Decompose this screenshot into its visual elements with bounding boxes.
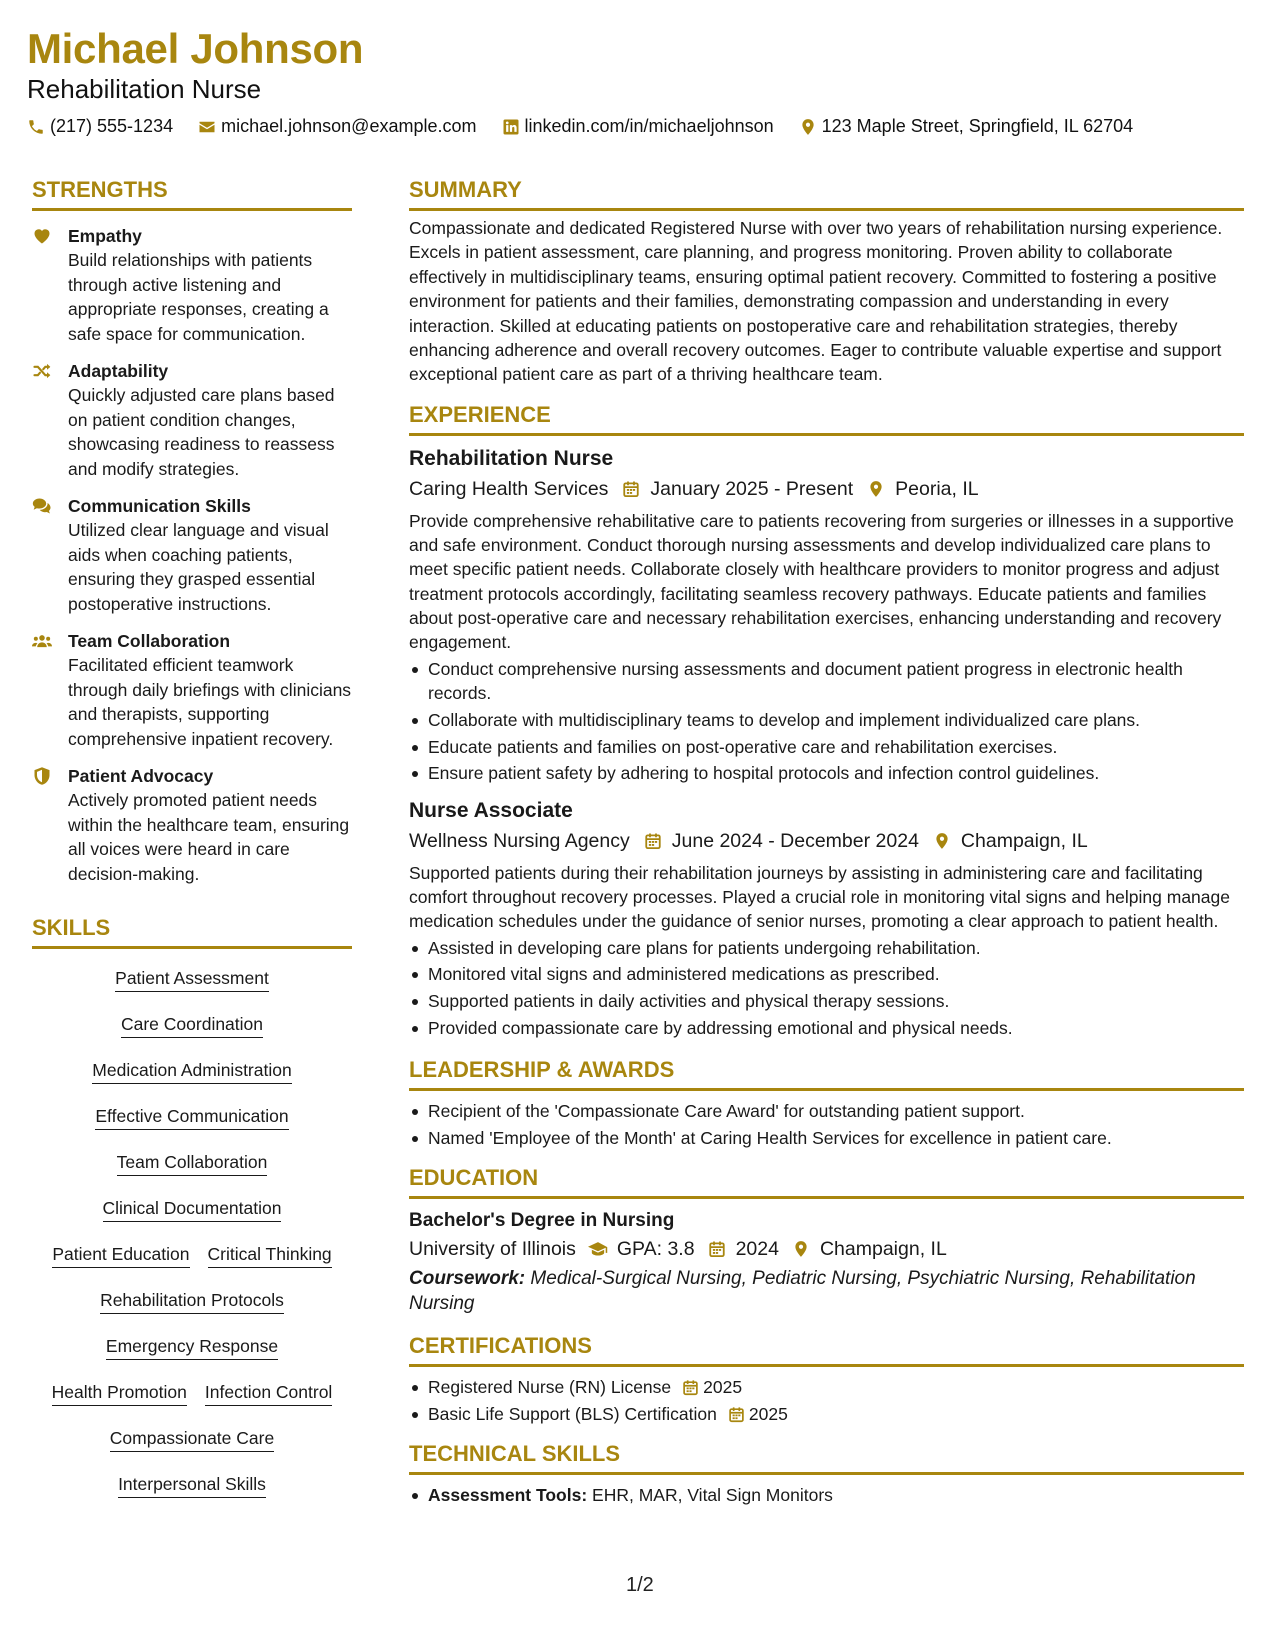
strength-title: Empathy — [68, 226, 142, 246]
skill-tag: Clinical Documentation — [103, 1191, 282, 1222]
contact-linkedin[interactable] — [502, 116, 774, 137]
phone-text: (217) 555-1234 — [50, 116, 174, 136]
map-marker-icon — [933, 832, 951, 850]
calendar-icon — [644, 832, 662, 850]
awards-heading: LEADERSHIP & AWARDS — [409, 1056, 1244, 1091]
education-heading: EDUCATION — [409, 1164, 1244, 1199]
education-section — [409, 1164, 1244, 1316]
skill-tag: Patient Assessment — [115, 961, 269, 992]
strength-item — [32, 764, 352, 886]
job-description: Provide comprehensive rehabilitative care to patients recovering from surgeries or illnesses in a supportive and safe environment. Conduct thorough nursing assessments and develop individualized care plans to meet specific patient needs. Collaborate closely with healthcare providers to monitor progress and adjust treatment protocols accordingly, facilitating seamless recovery pathways. Educate patients and families about post-operative care and necessary rehabilitation exercises, enhancing understanding and recovery engagement. — [409, 510, 1234, 653]
linkedin-text: linkedin.com/in/michaeljohnson — [524, 116, 774, 136]
calendar-icon — [728, 1406, 745, 1423]
calendar-icon — [707, 1240, 727, 1258]
list-item: Educate patients and families on post-operative care and rehabilitation exercises. — [409, 735, 1244, 759]
job-location: Peoria, IL — [895, 477, 979, 500]
candidate-name: Michael Johnson — [27, 25, 364, 72]
map-marker-icon — [791, 1240, 811, 1258]
skill-tag: Emergency Response — [106, 1329, 278, 1360]
map-marker-icon — [867, 480, 885, 498]
list-item — [409, 1375, 1244, 1399]
linkedin-icon — [502, 118, 520, 136]
job-bullets — [409, 936, 1244, 1041]
job-company: Wellness Nursing Agency — [409, 829, 630, 852]
candidate-role: Rehabilitation Nurse — [27, 74, 262, 104]
certifications-section — [409, 1332, 1244, 1426]
gpa-text: GPA: 3.8 — [616, 1238, 695, 1261]
skill-tag: Effective Communication — [95, 1099, 288, 1130]
list-item: Named 'Employee of the Month' at Caring Health Services for excellence in patient care. — [409, 1126, 1244, 1150]
strength-title: Adaptability — [68, 361, 169, 381]
contact-phone[interactable] — [27, 116, 173, 137]
skills-heading: SKILLS — [32, 914, 352, 949]
job-meta — [409, 827, 1244, 855]
skills-list — [32, 957, 352, 1509]
calendar-icon — [622, 480, 640, 498]
resume-header — [27, 22, 1247, 137]
list-item — [409, 1402, 1244, 1426]
skill-tag: Rehabilitation Protocols — [100, 1283, 284, 1314]
list-item: Ensure patient safety by adhering to hospital protocols and infection control guidelines. — [409, 761, 1244, 785]
job-description: Supported patients during their rehabilitation journeys by assisting in administering care and facilitating comfort throughout recovery processes. Played a crucial role in monitoring vital signs and helping manage medication schedules under the guidance of senior nurses, promoting a clear approach to patient health. — [409, 862, 1230, 932]
awards-list — [409, 1099, 1244, 1150]
experience-heading: EXPERIENCE — [409, 401, 1244, 436]
skill-tag: Team Collaboration — [117, 1145, 268, 1176]
strength-item — [32, 494, 352, 616]
right-column — [409, 176, 1244, 1510]
skill-tag: Compassionate Care — [110, 1421, 274, 1452]
strength-item — [32, 224, 352, 346]
contact-bar — [27, 116, 1247, 137]
list-item: Assisted in developing care plans for patients undergoing rehabilitation. — [409, 936, 1244, 960]
skill-tag: Infection Control — [205, 1375, 332, 1406]
list-item: Recipient of the 'Compassionate Care Award' for outstanding patient support. — [409, 1099, 1244, 1123]
list-item — [409, 1483, 1244, 1507]
strength-item — [32, 629, 352, 751]
cert-name: Registered Nurse (RN) License — [428, 1377, 672, 1398]
job-meta — [409, 475, 1244, 503]
technical-skills-heading: TECHNICAL SKILLS — [409, 1440, 1244, 1475]
job-dates: January 2025 - Present — [650, 477, 854, 500]
email-text: michael.johnson@example.com — [221, 116, 477, 136]
map-marker-icon — [799, 118, 817, 136]
shuffle-icon — [32, 361, 52, 381]
strength-desc: Facilitated efficient teamwork through daily briefings with clinicians and therapists, supporting comprehensive inpatient recovery. — [68, 655, 352, 749]
strength-desc: Utilized clear language and visual aids when coaching patients, ensuring they grasped essential postoperative instructions. — [68, 520, 329, 614]
job-entry — [409, 444, 1244, 786]
job-title: Nurse Associate — [409, 798, 573, 822]
strengths-heading: STRENGTHS — [32, 176, 352, 211]
coursework — [409, 1266, 1244, 1316]
envelope-icon — [198, 118, 216, 136]
technical-skills-list — [409, 1483, 1244, 1507]
list-item: Conduct comprehensive nursing assessments and document patient progress in electronic health records. — [409, 657, 1244, 706]
tech-label: Assessment Tools: — [428, 1485, 588, 1506]
heart-icon — [32, 226, 52, 246]
coursework-label: Coursework: — [409, 1268, 526, 1290]
skill-tag: Patient Education — [52, 1237, 189, 1268]
list-item: Provided compassionate care by addressing emotional and physical needs. — [409, 1016, 1244, 1040]
tech-value: EHR, MAR, Vital Sign Monitors — [587, 1485, 833, 1506]
certifications-list — [409, 1375, 1244, 1426]
phone-icon — [27, 118, 45, 136]
strength-title: Team Collaboration — [68, 631, 231, 651]
page-number: 1/2 — [626, 1574, 654, 1596]
job-entry — [409, 796, 1244, 1041]
job-dates: June 2024 - December 2024 — [671, 829, 919, 852]
graduation-cap-icon — [588, 1240, 608, 1258]
list-item: Supported patients in daily activities and physical therapy sessions. — [409, 989, 1244, 1013]
left-column — [32, 176, 352, 1509]
strength-desc: Actively promoted patient needs within the healthcare team, ensuring all voices were heard in care decision-making. — [68, 790, 350, 884]
skill-tag: Interpersonal Skills — [118, 1467, 266, 1498]
skill-tag: Care Coordination — [121, 1007, 263, 1038]
cert-name: Basic Life Support (BLS) Certification — [428, 1404, 717, 1425]
education-meta — [409, 1235, 1244, 1263]
list-item: Collaborate with multidisciplinary teams to develop and implement individualized care plans. — [409, 708, 1244, 732]
technical-skills-section — [409, 1440, 1244, 1507]
strength-desc: Quickly adjusted care plans based on patient condition changes, showcasing readiness to reassess and modify strategies. — [68, 385, 335, 479]
calendar-icon — [682, 1379, 699, 1396]
list-item: Monitored vital signs and administered medications as prescribed. — [409, 962, 1244, 986]
users-icon — [32, 631, 52, 651]
graduation-year: 2024 — [735, 1238, 779, 1261]
skill-tag: Medication Administration — [92, 1053, 291, 1084]
school-location: Champaign, IL — [819, 1238, 947, 1261]
job-company: Caring Health Services — [409, 477, 609, 500]
summary-text: Compassionate and dedicated Registered Nurse with over two years of rehabilitation nursing experience. Excels in patient assessment, care planning, and progress monitoring. Proven ability to collaborate effectively in multidisciplinary teams, ensuring optimal patient recovery. Committed to fostering a positive environment for patients and their families, demonstrating compassion and understanding in every interaction. Skilled at educating patients on postoperative care and rehabilitation strategies, thereby enhancing adherence and overall recovery outcomes. Eager to contribute valuable expertise and support exceptional patient care as part of a thriving healthcare team. — [409, 218, 1223, 385]
school-name: University of Illinois — [409, 1238, 576, 1261]
cert-year: 2025 — [703, 1377, 743, 1398]
skill-tag: Critical Thinking — [208, 1237, 332, 1268]
summary-heading: SUMMARY — [409, 176, 1244, 211]
skill-tag: Health Promotion — [52, 1375, 187, 1406]
shield-icon — [32, 766, 52, 786]
job-title: Rehabilitation Nurse — [409, 446, 614, 470]
strength-title: Communication Skills — [68, 496, 251, 516]
degree-title: Bachelor's Degree in Nursing — [409, 1210, 675, 1232]
comments-icon — [32, 496, 52, 516]
address-text: 123 Maple Street, Springfield, IL 62704 — [821, 116, 1134, 136]
strength-desc: Build relationships with patients through active listening and appropriate responses, creating a safe space for communication. — [68, 250, 329, 344]
strength-item — [32, 359, 352, 481]
awards-section — [409, 1056, 1244, 1150]
contact-email[interactable] — [198, 116, 476, 137]
strength-title: Patient Advocacy — [68, 766, 214, 786]
job-location: Champaign, IL — [960, 829, 1088, 852]
job-bullets — [409, 657, 1244, 786]
certifications-heading: CERTIFICATIONS — [409, 1332, 1244, 1367]
cert-year: 2025 — [748, 1404, 788, 1425]
coursework-text: Medical-Surgical Nursing, Pediatric Nursing, Psychiatric Nursing, Rehabilitation Nursing — [409, 1268, 1196, 1315]
contact-address — [799, 116, 1134, 137]
